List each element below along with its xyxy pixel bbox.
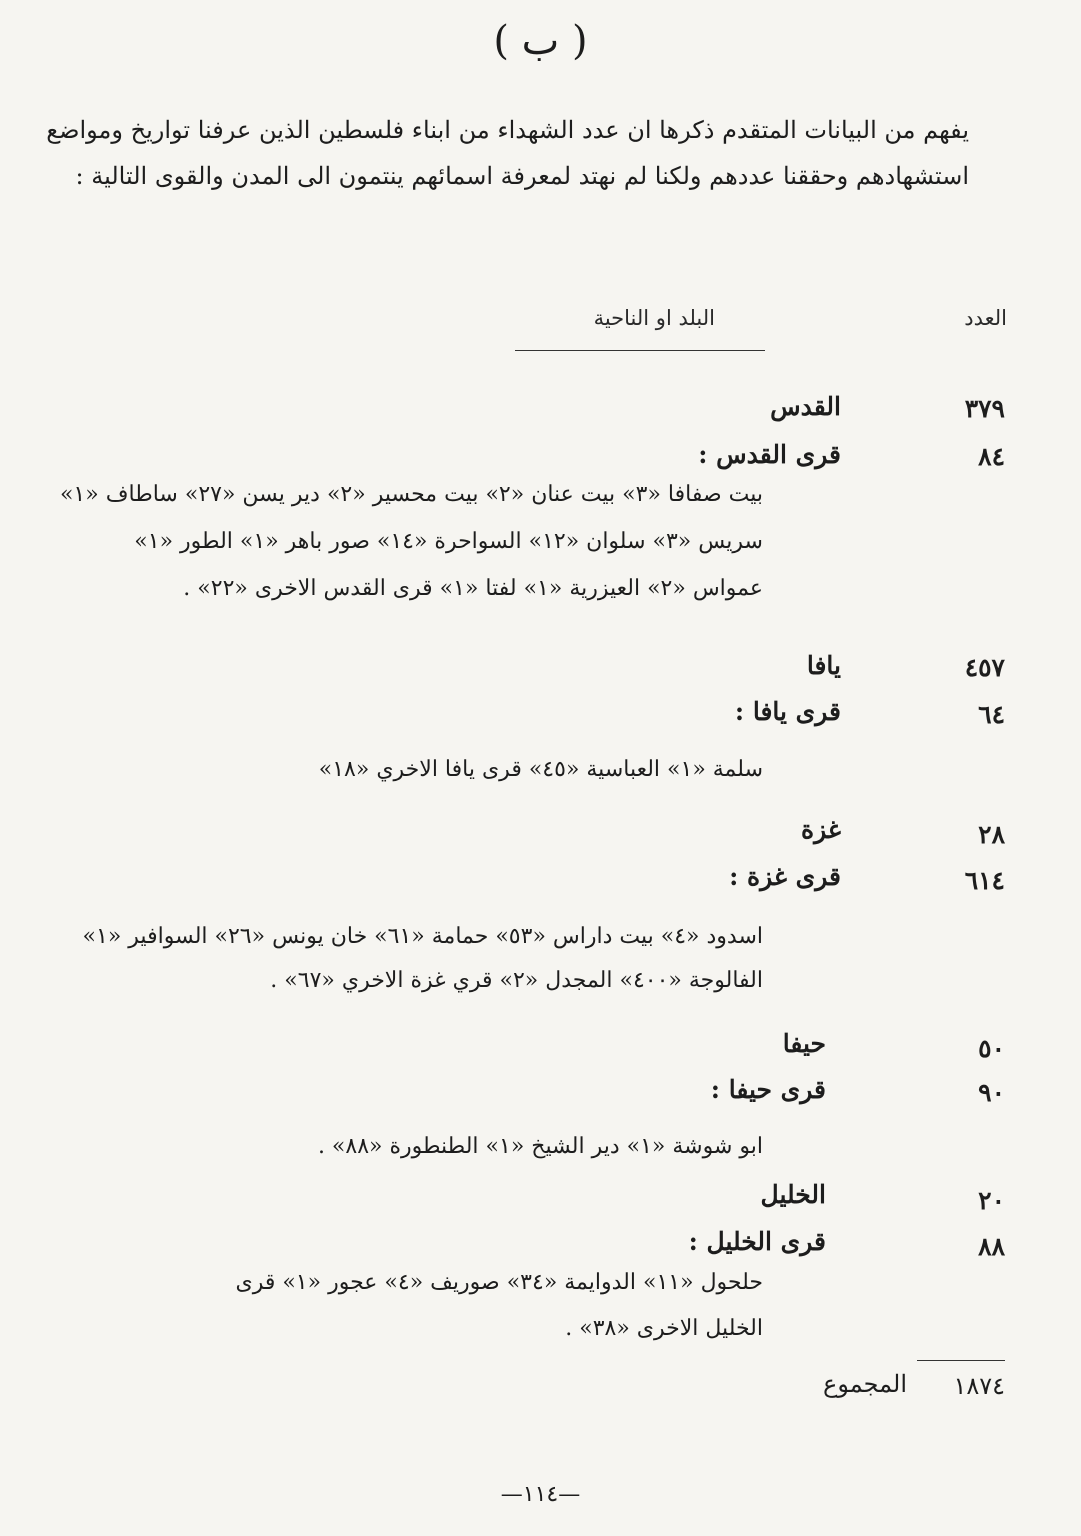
count-jerusalem-villages: ٨٤ <box>978 442 1005 471</box>
intro-line-1: يفهم من البيانات المتقدم ذكرها ان عدد الشهداء من ابناء فلسطين الذين عرفنا تواريخ ومواضع <box>46 116 969 144</box>
count-hebron-villages: ٨٨ <box>978 1232 1005 1261</box>
total-value: ١٨٧٤ <box>953 1372 1005 1400</box>
column-header-place: البلد او الناحية <box>593 306 715 330</box>
villages-jerusalem-line-1: بيت صفافا «٣» بيت عنان «٢» بيت محسير «٢» دير يسن «٢٧» ساطاف «١» <box>59 482 763 507</box>
place-haifa-villages: قرى حيفا : <box>710 1075 826 1104</box>
count-jerusalem: ٣٧٩ <box>964 394 1005 423</box>
place-gaza: غزة <box>801 815 841 844</box>
intro-line-2: استشهادهم وحققنا عددهم ولكنا لم نهتد لمعرفة اسمائهم ينتمون الى المدن والقوى التالية : <box>75 162 969 190</box>
villages-jerusalem-line-2: سريس «٣» سلوان «١٢» السواحرة «١٤» صور باهر «١» الطور «١» <box>134 529 763 554</box>
place-jerusalem: القدس <box>770 392 841 421</box>
page-number: —١١٤— <box>500 1482 581 1507</box>
place-jaffa: يافا <box>806 651 841 680</box>
count-gaza: ٢٨ <box>978 820 1005 849</box>
place-jaffa-villages: قرى يافا : <box>734 697 841 726</box>
count-hebron: ٢٠ <box>978 1186 1005 1215</box>
total-rule <box>917 1360 1005 1361</box>
count-haifa-villages: ٩٠ <box>978 1078 1005 1107</box>
place-hebron: الخليل <box>760 1180 826 1209</box>
column-header-count: العدد <box>964 306 1007 330</box>
total-label: المجموع <box>823 1370 907 1398</box>
villages-gaza-line-2: الفالوجة «٤٠٠» المجدل «٢» قري غزة الاخري «٦٧» . <box>270 968 763 993</box>
count-gaza-villages: ٦١٤ <box>964 866 1005 895</box>
header-underline <box>515 350 765 351</box>
villages-hebron-line-2: الخليل الاخرى «٣٨» . <box>565 1316 763 1341</box>
section-heading: ( ب ) <box>493 18 588 64</box>
villages-hebron-line-1: حلحول «١١» الدوايمة «٣٤» صوريف «٤» عجور «١» قرى <box>235 1270 763 1295</box>
count-jaffa: ٤٥٧ <box>964 653 1005 682</box>
villages-gaza-line-1: اسدود «٤» بيت داراس «٥٣» حمامة «٦١» خان يونس «٢٦» السوافير «١» <box>82 924 763 949</box>
count-haifa: ٥٠ <box>978 1034 1005 1063</box>
place-jerusalem-villages: قرى القدس : <box>698 440 841 469</box>
count-jaffa-villages: ٦٤ <box>978 700 1005 729</box>
place-haifa: حيفا <box>782 1029 826 1058</box>
place-gaza-villages: قرى غزة : <box>729 862 841 891</box>
villages-jerusalem-line-3: عمواس «٢» العيزرية «١» لفتا «١» قرى القدس الاخرى «٢٢» . <box>183 576 763 601</box>
villages-haifa-line-1: ابو شوشة «١» دير الشيخ «١» الطنطورة «٨٨» . <box>317 1134 763 1159</box>
place-hebron-villages: قرى الخليل : <box>688 1227 826 1256</box>
villages-jaffa-line-1: سلمة «١» العباسية «٤٥» قرى يافا الاخري «١٨» <box>318 757 763 782</box>
